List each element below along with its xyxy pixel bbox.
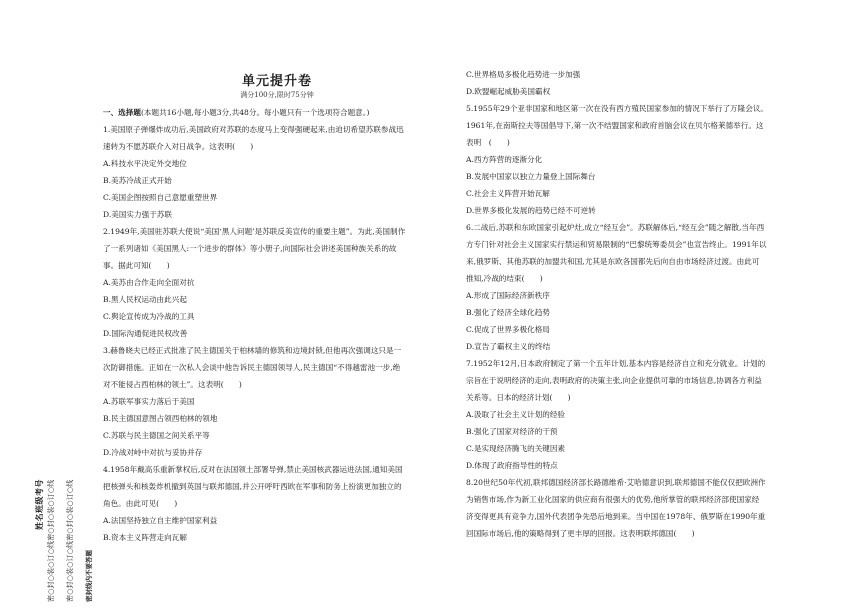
score-time-info: 满分100分,限时75分钟 — [240, 91, 314, 99]
answer-option: C.美国企图按照自己意愿重塑世界 — [103, 193, 218, 202]
question-text: 角色。由此可见( ) — [103, 499, 178, 508]
answer-option: C.苏联与民主德国之间关系平等 — [103, 431, 210, 440]
answer-option: D.体现了政府指导性的特点 — [466, 461, 558, 470]
question-text: 6.二战后,苏联和东欧国家引起炉灶,成立“经互会”。苏联解体后,“经互会”随之解散,当年西 — [466, 223, 765, 232]
answer-option: B.美苏冷战正式开始 — [103, 176, 172, 185]
question-text: 事。据此可知( ) — [103, 261, 170, 270]
page-title: 单元提升卷 — [241, 74, 312, 89]
binding-margin — [34, 430, 94, 605]
answer-option: A.美苏由合作走向全面对抗 — [103, 278, 195, 287]
answer-option: C.世界格局多极化趋势进一步加强 — [466, 70, 581, 79]
answer-option: B.民主德国意图占领西柏林的领地 — [103, 414, 218, 423]
question-text: 把核弹头和核轰炸机撤到英国与联邦德国,并公开呼吁西欧在军事和防务上扮演更加独立的 — [103, 482, 402, 491]
answer-option: D.美国实力强于苏联 — [103, 210, 172, 219]
left-question-flow — [103, 104, 451, 546]
answer-option: B.资本主义阵营走向瓦解 — [103, 533, 187, 542]
question-text: 7.1952年12月,日本政府制定了第一个五年计划,基本内容是经济自立和充分就业。计划的 — [466, 359, 766, 368]
answer-option: A.科技水平决定外交地位 — [103, 159, 187, 168]
answer-option: D.宣告了霸权主义的终结 — [466, 342, 551, 351]
answer-option: D.国际沟通促进民权改善 — [103, 329, 188, 338]
answer-option: D.世界多极化发展的趋势已经不可逆转 — [466, 206, 596, 215]
answer-option: A.汲取了社会主义计划的经验 — [466, 410, 566, 419]
question-text: 了一系列诸如《美国黑人:一个进步的群体》等小册子,向国际社会讲述美国种族关系的故 — [103, 244, 397, 253]
question-text: 关系等。日本的经济计划( ) — [466, 393, 571, 402]
answer-option: C.促成了世界多极化格局 — [466, 325, 550, 334]
answer-option: A.法国坚持独立自主维护国家利益 — [103, 516, 218, 525]
seal-warning: 密封线内不要答题 — [85, 550, 93, 602]
question-text: 推知,冷战的结束( ) — [466, 274, 543, 283]
question-text: 速转为不愿苏联介入对日战争。这表明( ) — [103, 142, 254, 151]
section-title: 一、选择题 — [103, 108, 141, 117]
question-text: 1961年,在南斯拉夫等国倡导下,第一次不结盟国家和政府首脑会议在贝尔格莱德举行。这 — [466, 121, 764, 130]
question-text: 8.20世纪50年代初,联邦德国经济部长路德维希·艾哈德意识到,联邦德国不能仅仅把欧洲作 — [466, 478, 766, 487]
question-text: 1.美国原子弹爆炸成功后,美国政府对苏联的态度马上变得强硬起来,由迫切希望苏联参战迅 — [103, 125, 404, 134]
question-text: 济变得更具有竞争力,国外代表团争先恐后地到来。当中国在1978年、俄罗斯在1990年重 — [466, 512, 766, 521]
question-text: 5.1955年29个亚非国家和地区第一次在没有西方殖民国家参加的情况下举行了万隆会议。 — [466, 104, 769, 113]
seal-line-text: 密○封○装○订○线密○封○装○订○线 — [66, 479, 74, 602]
question-text: 来,俄罗斯、其他苏联的加盟共和国,尤其是东欧各国都先后向自由市场经济过渡。由此可 — [466, 257, 760, 266]
seal-line-text: 密○封○装○订○线密○封○装○订○线 — [47, 479, 55, 602]
answer-option: B.强化了经济全球化趋势 — [466, 308, 550, 317]
right-question-flow — [466, 66, 814, 542]
answer-option: D.冷战对峙中对抗与妥协并存 — [103, 448, 203, 457]
question-text: 表明 ( ) — [466, 138, 510, 147]
section-heading — [103, 104, 451, 121]
question-text: 宗旨在于说明经济的走向,表明政府的决策主张,向企业提供可靠的市场信息,协调各方利益 — [466, 376, 762, 385]
section-instruction: (本题共16小题,每小题3分,共48分。每小题只有一个选项符合题意。) — [140, 108, 370, 117]
question-text: 回国际市场后,他的策略得到了更丰厚的回报。这表明联邦德国( ) — [466, 529, 695, 538]
student-info-label: 姓名班级考号 — [35, 479, 44, 530]
question-text: 次防御措施。正如在一次私人会谈中他告诉民主德国领导人,民主德国“不得越雷池一步,绝 — [103, 363, 401, 372]
answer-option: D.欧盟崛起威胁美国霸权 — [466, 87, 551, 96]
answer-option: C.社会主义阵营开始瓦解 — [466, 189, 550, 198]
question-text: 3.赫鲁晓夫已经正式批准了民主德国关于柏林墙的修筑和边境封锁,但他再次强调这只是一 — [103, 346, 402, 355]
answer-option: B.黑人民权运动由此兴起 — [103, 295, 187, 304]
answer-option: B.发展中国家以独立力量登上国际舞台 — [466, 172, 596, 181]
answer-option: C.舆论宣传成为冷战的工具 — [103, 312, 195, 321]
question-text: 2.1949年,美国驻苏联大使说“美国‘黑人问题’是苏联反美宣传的重要主题”。为此,美国制作 — [103, 227, 406, 236]
answer-option: A.形成了国际经济新秩序 — [466, 291, 550, 300]
answer-option: B.强化了国家对经济的干预 — [466, 427, 558, 436]
question-text: 对不能侵占西柏林的领土”。这表明( ) — [103, 380, 242, 389]
answer-option: A.西方阵营的逐渐分化 — [466, 155, 543, 164]
question-text: 为销售市场,作为新工业化国家的供应商有很强大的优势,他所掌管的联邦经济部使国家经 — [466, 495, 760, 504]
question-text: 4.1958年戴高乐重新掌权后,反对在法国领土部署导弹,禁止美国核武器运进法国,通知美国 — [103, 465, 403, 474]
question-text: 方专门针对社会主义国家实行禁运和贸易限制的“巴黎统筹委员会”也宣告终止。1991年以 — [466, 240, 767, 249]
answer-option: C.是实现经济腾飞的关键因素 — [466, 444, 566, 453]
answer-option: A.苏联军事实力落后于美国 — [103, 397, 195, 406]
